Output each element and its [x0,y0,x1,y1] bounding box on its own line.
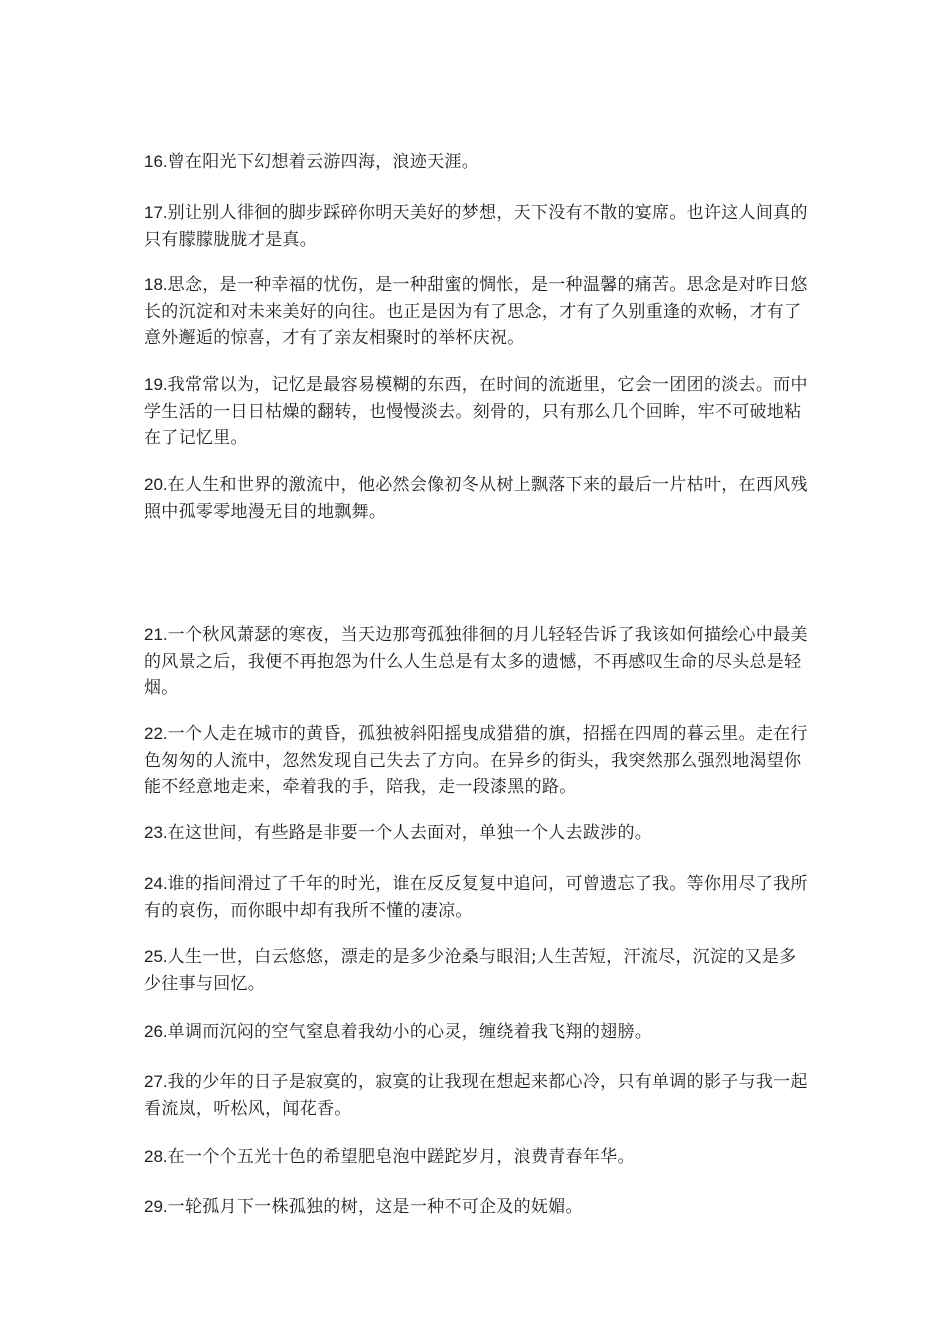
paragraph-text: 一轮孤月下一株孤独的树，这是一种不可企及的妩媚。 [167,1197,583,1217]
paragraph-27 [144,1069,808,1122]
paragraph-20 [144,472,808,525]
paragraph-text: 我的少年的日子是寂寞的，寂寞的让我现在想起来都心冷，只有单调的影子与我一起看流岚，听松风，闻花香。 [144,1072,808,1119]
paragraph-19 [144,372,808,452]
paragraph-number: 18. [144,275,168,294]
paragraph-text: 我常常以为，记忆是最容易模糊的东西，在时间的流逝里，它会一团团的淡去。而中学生活的一日日枯燥的翻转，也慢慢淡去。刻骨的，只有那么几个回眸，牢不可破地粘在了记忆里。 [144,375,808,448]
paragraph-28 [144,1144,808,1171]
paragraph-29 [144,1194,808,1221]
paragraph-17 [144,200,808,253]
paragraph-text: 人生一世，白云悠悠，漂走的是多少沧桑与眼泪;人生苦短，汗流尽，沉淀的又是多少往事与回忆。 [144,947,797,994]
paragraph-text: 在一个个五光十色的希望肥皂泡中蹉跎岁月，浪费青春年华。 [167,1147,635,1167]
paragraph-text: 思念，是一种幸福的忧伤，是一种甜蜜的惆怅，是一种温馨的痛苦。思念是对昨日悠长的沉淀和对未来美好的向往。也正是因为有了思念，才有了久别重逢的欢畅，才有了意外邂逅的惊喜，才有了亲友相聚时的举杯庆祝。 [144,275,808,348]
paragraph-number: 25. [144,947,168,966]
paragraph-text: 在这世间，有些路是非要一个人去面对，单独一个人去跋涉的。 [167,823,653,843]
paragraph-number: 22. [144,724,168,743]
paragraph-number: 19. [144,375,168,394]
paragraph-24 [144,871,808,924]
paragraph-22 [144,721,808,801]
paragraph-text: 一个人走在城市的黄昏，孤独被斜阳摇曳成猎猎的旗，招摇在四周的暮云里。走在行色匆匆的人流中，忽然发现自己失去了方向。在异乡的街头，我突然那么强烈地渴望你能不经意地走来，牵着我的手，陪我，走一段漆黑的路。 [144,724,808,797]
paragraph-number: 23. [144,823,168,842]
paragraph-16 [144,149,808,176]
paragraph-number: 21. [144,625,168,644]
paragraph-number: 20. [144,475,168,494]
paragraph-text: 别让别人徘徊的脚步踩碎你明天美好的梦想，天下没有不散的宴席。也许这人间真的只有朦朦胧胧才是真。 [144,203,808,250]
paragraph-26 [144,1019,808,1046]
paragraph-number: 28. [144,1147,168,1166]
paragraph-number: 24. [144,874,168,893]
paragraph-number: 27. [144,1072,168,1091]
paragraph-25 [144,944,808,997]
paragraph-text: 谁的指间滑过了千年的时光，谁在反反复复中追问，可曾遗忘了我。等你用尽了我所有的哀伤，而你眼中却有我所不懂的凄凉。 [144,874,808,921]
paragraph-text: 曾在阳光下幻想着云游四海，浪迹天涯。 [167,152,480,172]
paragraph-21 [144,622,808,702]
paragraph-18 [144,272,808,352]
paragraph-text: 在人生和世界的激流中，他必然会像初冬从树上飘落下来的最后一片枯叶，在西风残照中孤零零地漫无目的地飘舞。 [144,475,808,522]
paragraph-number: 16. [144,152,168,171]
paragraph-number: 17. [144,203,168,222]
paragraph-number: 29. [144,1197,168,1216]
paragraph-23 [144,820,808,847]
paragraph-text: 一个秋风萧瑟的寒夜，当天边那弯孤独徘徊的月儿轻轻告诉了我该如何描绘心中最美的风景之后，我便不再抱怨为什么人生总是有太多的遗憾，不再感叹生命的尽头总是轻烟。 [144,625,808,698]
paragraph-number: 26. [144,1022,168,1041]
paragraph-text: 单调而沉闷的空气窒息着我幼小的心灵，缠绕着我飞翔的翅膀。 [167,1022,653,1042]
